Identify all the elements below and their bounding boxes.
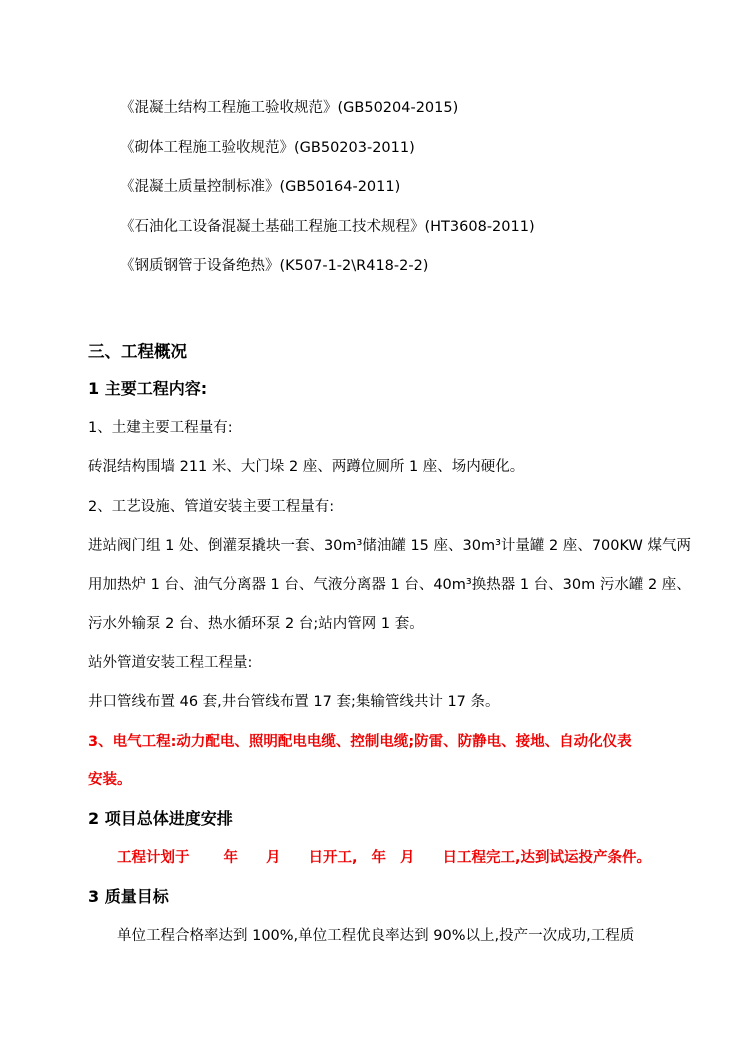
item2-line-3: 污水外输泵 2 台、热水循环泵 2 台;站内管网 1 套。 [88,616,424,632]
schedule-part-end: 日工程完工,达到试运投产条件。 [442,850,652,866]
outer-pipe-body: 井口管线布置 46 套,井台管线布置 17 套;集输管线共计 17 条。 [88,694,500,710]
schedule-part-month-end: 月 [400,850,415,866]
schedule-part-month-start: 月 [266,850,281,866]
schedule-part-year-end: 年 [371,850,387,866]
section-title: 三、工程概况 [88,342,187,361]
item2-heading: 2、工艺设施、管道安装主要工程量有: [88,499,335,515]
electrical-line-1: 3、电气工程:动力配电、照明配电电缆、控制电缆;防雷、防静电、接地、自动化仪表 [88,734,632,750]
subsection-2-title: 2 项目总体进度安排 [88,809,233,828]
reference-5: 《钢质钢管于设备绝热》(K507-1-2\R418-2-2) [120,258,429,274]
item1-heading: 1、土建主要工程量有: [88,420,233,436]
quality-goal-body: 单位工程合格率达到 100%,单位工程优良率达到 90%以上,投产一次成功,工程质 [117,928,635,944]
schedule-part-plan: 工程计划于 [117,850,190,866]
subsection-3-title: 3 质量目标 [88,887,169,906]
reference-4: 《石油化工设备混凝土基础工程施工技术规程》(HT3608-2011) [120,219,535,235]
reference-3: 《混凝土质量控制标准》(GB50164-2011) [120,179,401,195]
electrical-line-2: 安装。 [88,772,132,788]
reference-2: 《砌体工程施工验收规范》(GB50203-2011) [120,140,415,156]
schedule-line [117,846,651,867]
subsection-1-title: 1 主要工程内容: [88,379,208,398]
schedule-part-start: 日开工, [308,850,358,866]
item1-body: 砖混结构围墙 211 米、大门垛 2 座、两蹲位厕所 1 座、场内硬化。 [88,459,525,475]
reference-1: 《混凝土结构工程施工验收规范》(GB50204-2015) [120,100,459,116]
outer-pipe-heading: 站外管道安装工程工程量: [88,655,253,671]
item2-line-1: 进站阀门组 1 处、倒灌泵撬块一套、30m³储油罐 15 座、30m³计量罐 2 座、700KW 煤气两 [88,538,691,554]
item2-line-2: 用加热炉 1 台、油气分离器 1 台、气液分离器 1 台、40m³换热器 1 台、30m 污水罐 2 座、 [88,577,691,593]
schedule-part-year-start: 年 [223,850,238,866]
